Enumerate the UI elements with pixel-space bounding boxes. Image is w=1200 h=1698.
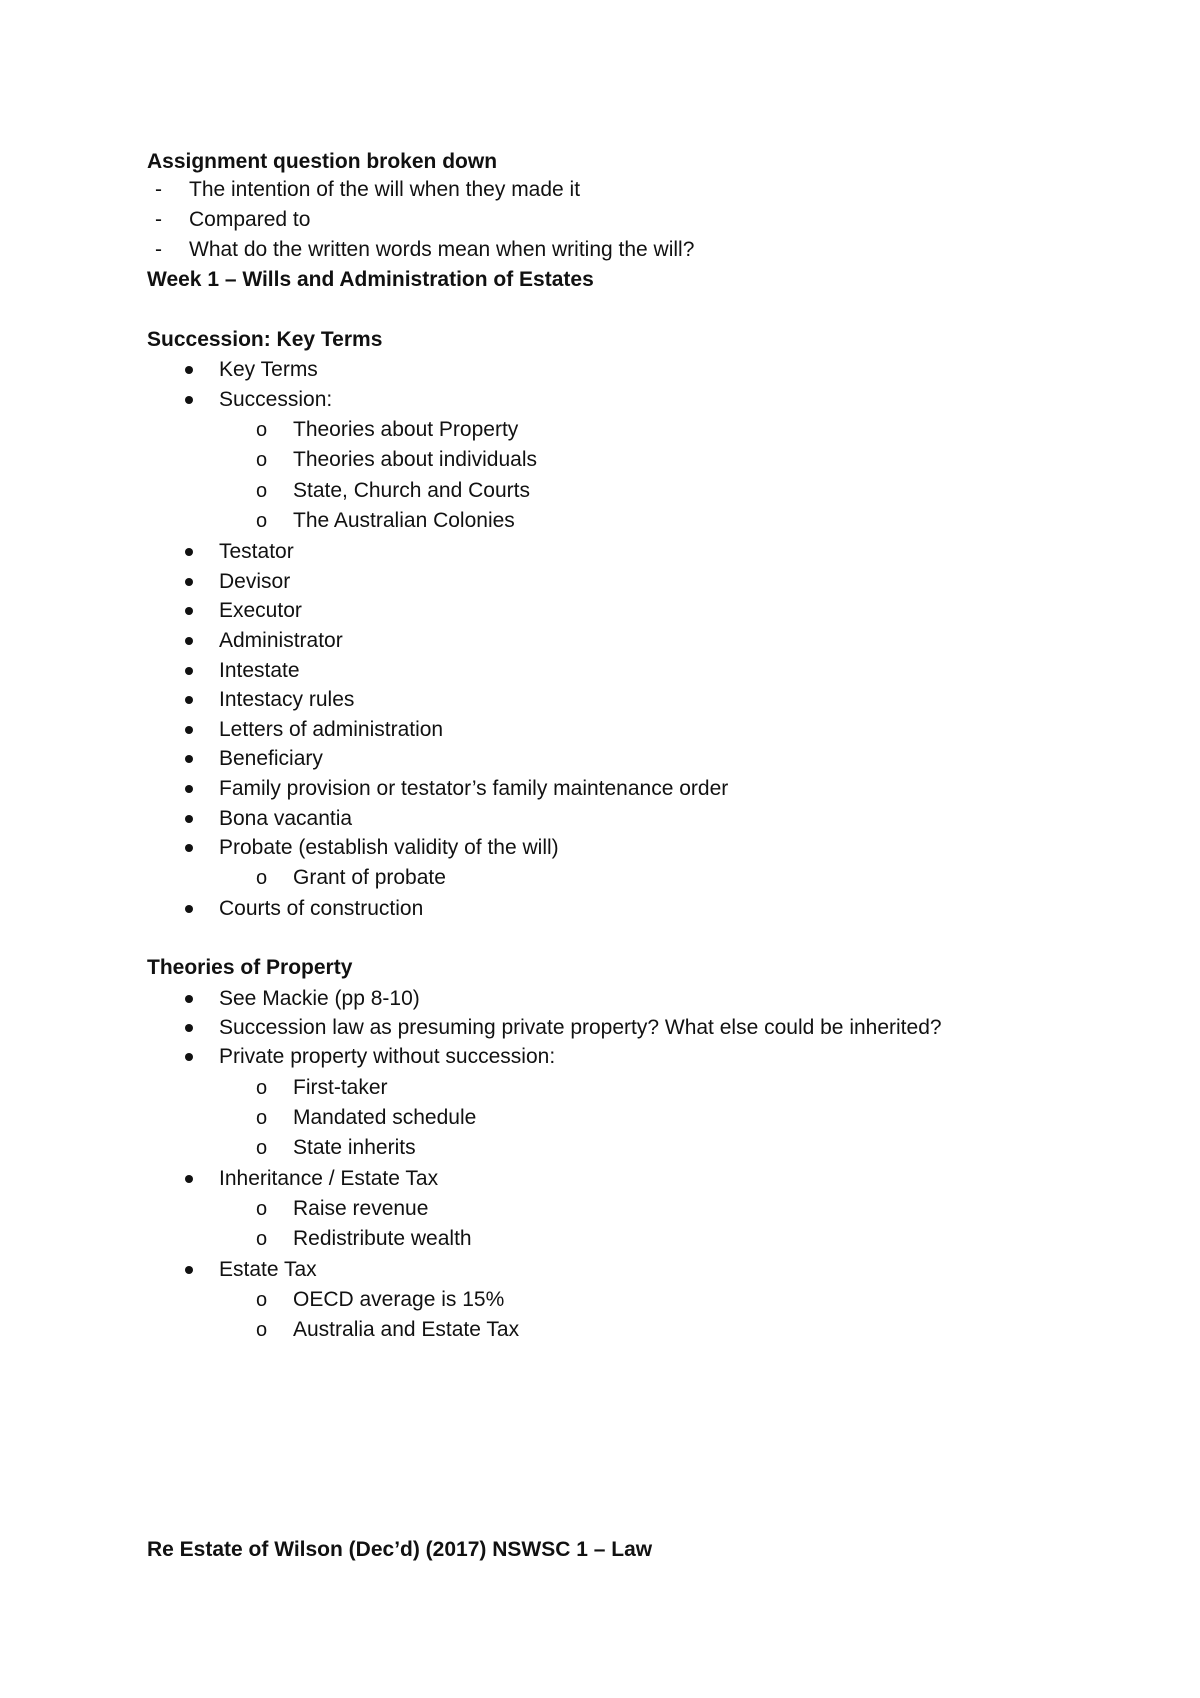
sub-list-item: Theories about individuals	[293, 448, 537, 471]
bullet-icon	[185, 578, 193, 586]
dash-marker: -	[155, 208, 162, 231]
bullet-icon	[185, 1266, 193, 1274]
bullet-icon	[185, 815, 193, 823]
list-item: Succession:	[219, 388, 333, 411]
list-item: Courts of construction	[219, 897, 424, 920]
sub-bullet-icon: o	[256, 480, 268, 502]
case-heading: Re Estate of Wilson (Dec’d) (2017) NSWSC 1 – Law	[147, 1538, 653, 1561]
list-item: Letters of administration	[219, 718, 444, 741]
bullet-icon	[185, 637, 193, 645]
bullet-icon	[185, 995, 193, 1003]
property-heading: Theories of Property	[147, 956, 353, 979]
list-item: Devisor	[219, 570, 291, 593]
assignment-item: The intention of the will when they made it	[189, 178, 581, 201]
bullet-icon	[185, 667, 193, 675]
sub-list-item: The Australian Colonies	[293, 509, 515, 532]
list-item: Administrator	[219, 629, 343, 652]
list-item: Private property without succession:	[219, 1045, 556, 1068]
sub-list-item: Australia and Estate Tax	[293, 1318, 520, 1341]
bullet-icon	[185, 548, 193, 556]
sub-list-item: Theories about Property	[293, 418, 519, 441]
bullet-icon	[185, 844, 193, 852]
sub-bullet-icon: o	[256, 1107, 268, 1129]
sub-list-item: Grant of probate	[293, 866, 446, 889]
sub-bullet-icon: o	[256, 1228, 268, 1250]
assignment-item: What do the written words mean when writing the will?	[189, 238, 695, 261]
sub-bullet-icon: o	[256, 1319, 268, 1341]
bullet-icon	[185, 1024, 193, 1032]
list-item: Executor	[219, 599, 302, 622]
bullet-icon	[185, 607, 193, 615]
list-item: Bona vacantia	[219, 807, 353, 830]
succession-heading: Succession: Key Terms	[147, 328, 383, 351]
list-item: Key Terms	[219, 358, 318, 381]
dash-marker: -	[155, 238, 162, 261]
bullet-icon	[185, 696, 193, 704]
sub-list-item: State inherits	[293, 1136, 416, 1159]
list-item: Probate (establish validity of the will)	[219, 836, 559, 859]
list-item: See Mackie (pp 8-10)	[219, 987, 420, 1010]
sub-bullet-icon: o	[256, 1077, 268, 1099]
bullet-icon	[185, 1053, 193, 1061]
bullet-icon	[185, 905, 193, 913]
sub-list-item: First-taker	[293, 1076, 388, 1099]
sub-list-item: OECD average is 15%	[293, 1288, 505, 1311]
sub-bullet-icon: o	[256, 510, 268, 532]
list-item: Family provision or testator’s family maintenance order	[219, 777, 729, 800]
list-item: Succession law as presuming private property? What else could be inherited?	[219, 1016, 942, 1039]
sub-list-item: Redistribute wealth	[293, 1227, 472, 1250]
sub-bullet-icon: o	[256, 867, 268, 889]
list-item: Intestate	[219, 659, 300, 682]
sub-list-item: Mandated schedule	[293, 1106, 477, 1129]
sub-bullet-icon: o	[256, 1137, 268, 1159]
sub-list-item: Raise revenue	[293, 1197, 429, 1220]
list-item: Inheritance / Estate Tax	[219, 1167, 439, 1190]
bullet-icon	[185, 785, 193, 793]
bullet-icon	[185, 1175, 193, 1183]
list-item: Testator	[219, 540, 294, 563]
list-item: Estate Tax	[219, 1258, 317, 1281]
list-item: Beneficiary	[219, 747, 323, 770]
bullet-icon	[185, 726, 193, 734]
sub-bullet-icon: o	[256, 1198, 268, 1220]
sub-list-item: State, Church and Courts	[293, 479, 530, 502]
bullet-icon	[185, 366, 193, 374]
sub-bullet-icon: o	[256, 1289, 268, 1311]
assignment-item: Compared to	[189, 208, 311, 231]
bullet-icon	[185, 755, 193, 763]
week-heading: Week 1 – Wills and Administration of Estates	[147, 268, 594, 291]
dash-marker: -	[155, 178, 162, 201]
bullet-icon	[185, 396, 193, 404]
list-item: Intestacy rules	[219, 688, 355, 711]
assignment-heading: Assignment question broken down	[147, 150, 498, 173]
sub-bullet-icon: o	[256, 419, 268, 441]
sub-bullet-icon: o	[256, 449, 268, 471]
